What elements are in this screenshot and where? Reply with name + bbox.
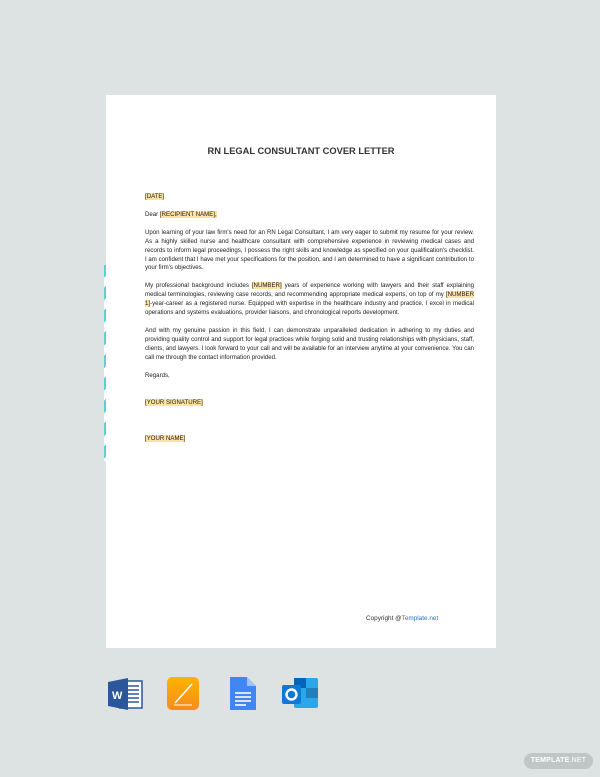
- document-title: RN LEGAL CONSULTANT COVER LETTER: [207, 146, 395, 156]
- badge-bold: TEMPLATE: [530, 757, 570, 764]
- name-placeholder: [YOUR NAME]: [145, 435, 186, 443]
- copyright-text: Copyright @: [366, 615, 402, 622]
- format-icons: [106, 676, 320, 712]
- google-docs-icon[interactable]: [222, 676, 262, 712]
- text: My professional background includes: [145, 282, 249, 290]
- date-placeholder: [DATE]: [145, 193, 165, 200]
- salutation: Dear: [145, 210, 159, 218]
- paragraph-2: [145, 282, 474, 318]
- svg-text:W: W: [112, 690, 123, 702]
- copyright: [366, 615, 438, 622]
- badge-thin: .NET: [569, 757, 587, 764]
- outlook-icon[interactable]: [280, 676, 320, 712]
- recipient-placeholder: [RECIPIENT NAME],: [159, 210, 217, 218]
- number1-placeholder: [NUMBER 1]: [145, 291, 475, 308]
- number-placeholder: [NUMBER]: [251, 282, 282, 290]
- copyright-link[interactable]: Template.net: [401, 615, 439, 622]
- document-preview[interactable]: [106, 95, 496, 648]
- text: years of experience working with lawyers and their staff explaining medical terminologies, reviewing case records, and recommending appropriate medical experts, on top of my: [145, 282, 474, 299]
- word-icon[interactable]: [106, 676, 146, 712]
- text: -year-career as a registered nurse. Equipped with expertise in the healthcare industry and practice, I excel in medical operations and systems evaluations, provider liaisons, and chronological reports development.: [145, 300, 474, 317]
- letter-body: [145, 193, 474, 453]
- closing: Regards,: [145, 371, 170, 379]
- pages-icon[interactable]: [164, 676, 204, 712]
- signature-placeholder: [YOUR SIGNATURE]: [145, 398, 203, 406]
- paragraph-1: Upon learning of your law firm's need for an RN Legal Consultant, I am very eager to submit my resume for your review. As a highly skilled nurse and healthcare consultant with comprehensive experience in reviewing medical cases and records to inform legal proceedings, I possess the right skills and knowledge as specified on your qualification's checklist. I am confident that I have met your specifications for the position, and I am determined to have a significant contribution to your firm's objectives.: [145, 228, 474, 272]
- paragraph-3: And with my genuine passion in this field, I can demonstrate unparalleled dedication in adhering to my duties and providing quality control and support for legal practices while forging solid and trusting relationships with physicians, staff, clients, and lawyers. I look forward to your call and will be available for an interview anytime at your convenience. You can call me through the contact information provided.: [145, 326, 474, 361]
- template-net-badge[interactable]: [524, 753, 593, 769]
